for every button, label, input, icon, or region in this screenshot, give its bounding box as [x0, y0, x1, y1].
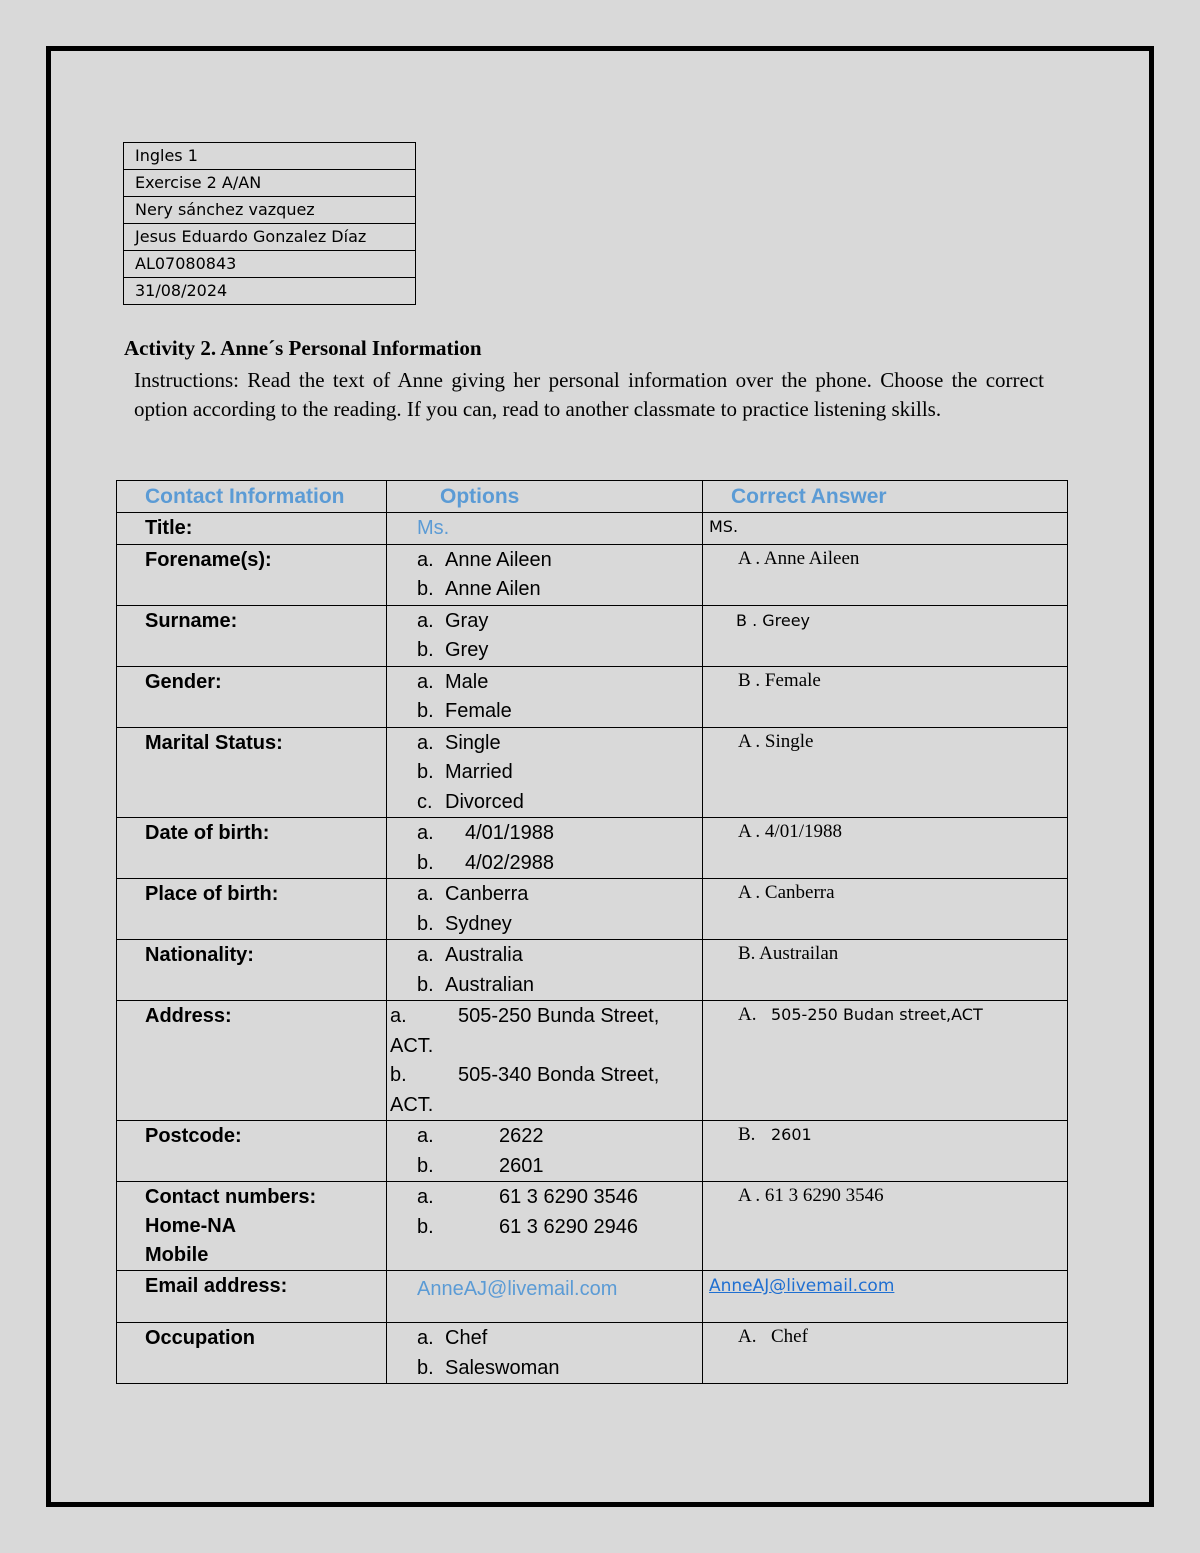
- table-row: [117, 544, 1068, 605]
- option-text: Australian: [445, 973, 534, 996]
- answer-key: A.: [738, 1326, 757, 1347]
- option-text: Anne Aileen: [445, 548, 552, 571]
- answer-text: 2601: [771, 1125, 812, 1144]
- options-list: a. 2622 b. 2601: [387, 1121, 703, 1182]
- activity-title: Activity 2. Anne´s Personal Information: [124, 336, 482, 360]
- row-label: Place of birth:: [117, 879, 387, 940]
- options-list: a. Male b. Female: [387, 666, 703, 727]
- teacher-name: Nery sánchez vazquez: [124, 197, 416, 224]
- option-text: Chef: [445, 1327, 488, 1349]
- answer-text: A . 4/01/1988: [703, 818, 1068, 879]
- options-list: a. 4/01/1988 b. 4/02/2988: [387, 818, 703, 879]
- option-text: Female: [445, 700, 512, 722]
- row-label: Gender:: [117, 666, 387, 727]
- option-text: 4/02/2988: [465, 851, 554, 874]
- answer-cell: [703, 1271, 1068, 1323]
- answer-text: A . 61 3 6290 3546: [703, 1182, 1068, 1271]
- row-label: Home-NA: [145, 1215, 237, 1237]
- answer-text: A . Single: [703, 727, 1068, 818]
- row-label: Address:: [117, 1001, 387, 1121]
- row-label: Postcode:: [117, 1121, 387, 1182]
- option-text: Gray: [445, 609, 489, 632]
- instructions-text: Instructions: Read the text of Anne giving her personal information over the phone. Choose the correct option according to the reading. If you can, read to another classmate to practice listening skills.: [134, 368, 1044, 421]
- option-text: Single: [445, 731, 501, 754]
- table-row: [117, 1001, 1068, 1121]
- row-label: Nationality:: [117, 940, 387, 1001]
- answer-text: A . Anne Aileen: [703, 544, 1068, 605]
- options-list: a. Chef b. Saleswoman: [387, 1323, 703, 1384]
- option-text: Married: [445, 761, 513, 783]
- option-text: Sydney: [445, 912, 512, 935]
- options-list: a. Canberra b. Sydney: [387, 879, 703, 940]
- option-text: 2622: [499, 1125, 544, 1147]
- row-label-group: [117, 1182, 387, 1271]
- course-name: Ingles 1: [124, 143, 416, 170]
- column-header: Contact Information: [117, 481, 387, 513]
- table-row: [117, 940, 1068, 1001]
- table-header-row: [117, 481, 1068, 513]
- table-row: [117, 727, 1068, 818]
- row-label: Forename(s):: [117, 544, 387, 605]
- option-text: ACT.: [390, 1093, 434, 1116]
- column-header: Options: [387, 481, 703, 513]
- row-label: Contact numbers:: [145, 1186, 317, 1208]
- answer-cell: [703, 1001, 1068, 1121]
- answer-text: MS.: [703, 513, 1068, 545]
- row-label: Mobile: [145, 1244, 209, 1266]
- row-label: Title:: [117, 513, 387, 545]
- table-row: [117, 1182, 1068, 1271]
- answer-text: B. Austrailan: [703, 940, 1068, 1001]
- option-text: ACT.: [390, 1034, 434, 1057]
- row-label: Surname:: [117, 605, 387, 666]
- row-label: Date of birth:: [117, 818, 387, 879]
- option-text: Grey: [445, 639, 489, 661]
- table-row: [117, 666, 1068, 727]
- table-row: [117, 1323, 1068, 1384]
- options-list: a. 61 3 6290 3546 b. 61 3 6290 2946: [387, 1182, 703, 1271]
- answer-key: B.: [738, 1124, 756, 1145]
- answer-text: Chef: [771, 1326, 808, 1347]
- option-text: 4/01/1988: [465, 822, 554, 844]
- table-row: [117, 1121, 1068, 1182]
- option-text: Canberra: [445, 883, 529, 905]
- exercise-name: Exercise 2 A/AN: [124, 170, 416, 197]
- answer-text: B . Greey: [703, 605, 1068, 666]
- row-label: Email address:: [117, 1271, 387, 1323]
- table-row: [117, 605, 1068, 666]
- option-text: 61 3 6290 2946: [499, 1215, 639, 1238]
- options-list: a. Gray b. Grey: [387, 605, 703, 666]
- option-text: 61 3 6290 3546: [499, 1186, 639, 1208]
- option-text: Saleswoman: [445, 1356, 560, 1379]
- option-text: Anne Ailen: [445, 578, 541, 600]
- option-text: Divorced: [445, 790, 524, 813]
- row-label: Marital Status:: [117, 727, 387, 818]
- row-label: Occupation: [117, 1323, 387, 1384]
- personal-info-table: [116, 480, 1068, 1384]
- table-row: [117, 1271, 1068, 1323]
- options-list: a. Australia b. Australian: [387, 940, 703, 1001]
- answer-text: 505-250 Budan street,ACT: [771, 1005, 983, 1024]
- options-list: a. 505-250 Bunda Street, ACT. b. 505-340 Bonda Street, ACT.: [387, 1001, 703, 1121]
- answer-key: A.: [738, 1004, 757, 1025]
- table-row: [117, 818, 1068, 879]
- answer-text: A . Canberra: [703, 879, 1068, 940]
- header-info-box: [123, 142, 416, 305]
- option-text: Male: [445, 670, 489, 693]
- table-row: [117, 513, 1068, 545]
- column-header: Correct Answer: [703, 481, 1068, 513]
- option-text: AnneAJ@livemail.com: [387, 1271, 703, 1323]
- option-text: 2601: [499, 1154, 544, 1177]
- options-list: a. Anne Aileen b. Anne Ailen: [387, 544, 703, 605]
- option-text: Ms.: [387, 513, 703, 545]
- option-text: 505-340 Bonda Street,: [458, 1064, 660, 1086]
- answer-cell: [703, 1121, 1068, 1182]
- answer-text: B . Female: [703, 666, 1068, 727]
- student-name: Jesus Eduardo Gonzalez Díaz: [124, 224, 416, 251]
- student-id: AL07080843: [124, 251, 416, 278]
- answer-cell: [703, 1323, 1068, 1384]
- table-row: [117, 879, 1068, 940]
- email-link[interactable]: AnneAJ@livemail.com: [709, 1276, 895, 1296]
- options-list: a. Single b. Married c. Divorced: [387, 727, 703, 818]
- option-text: Australia: [445, 944, 523, 966]
- submission-date: 31/08/2024: [124, 278, 416, 305]
- option-text: 505-250 Bunda Street,: [458, 1005, 660, 1027]
